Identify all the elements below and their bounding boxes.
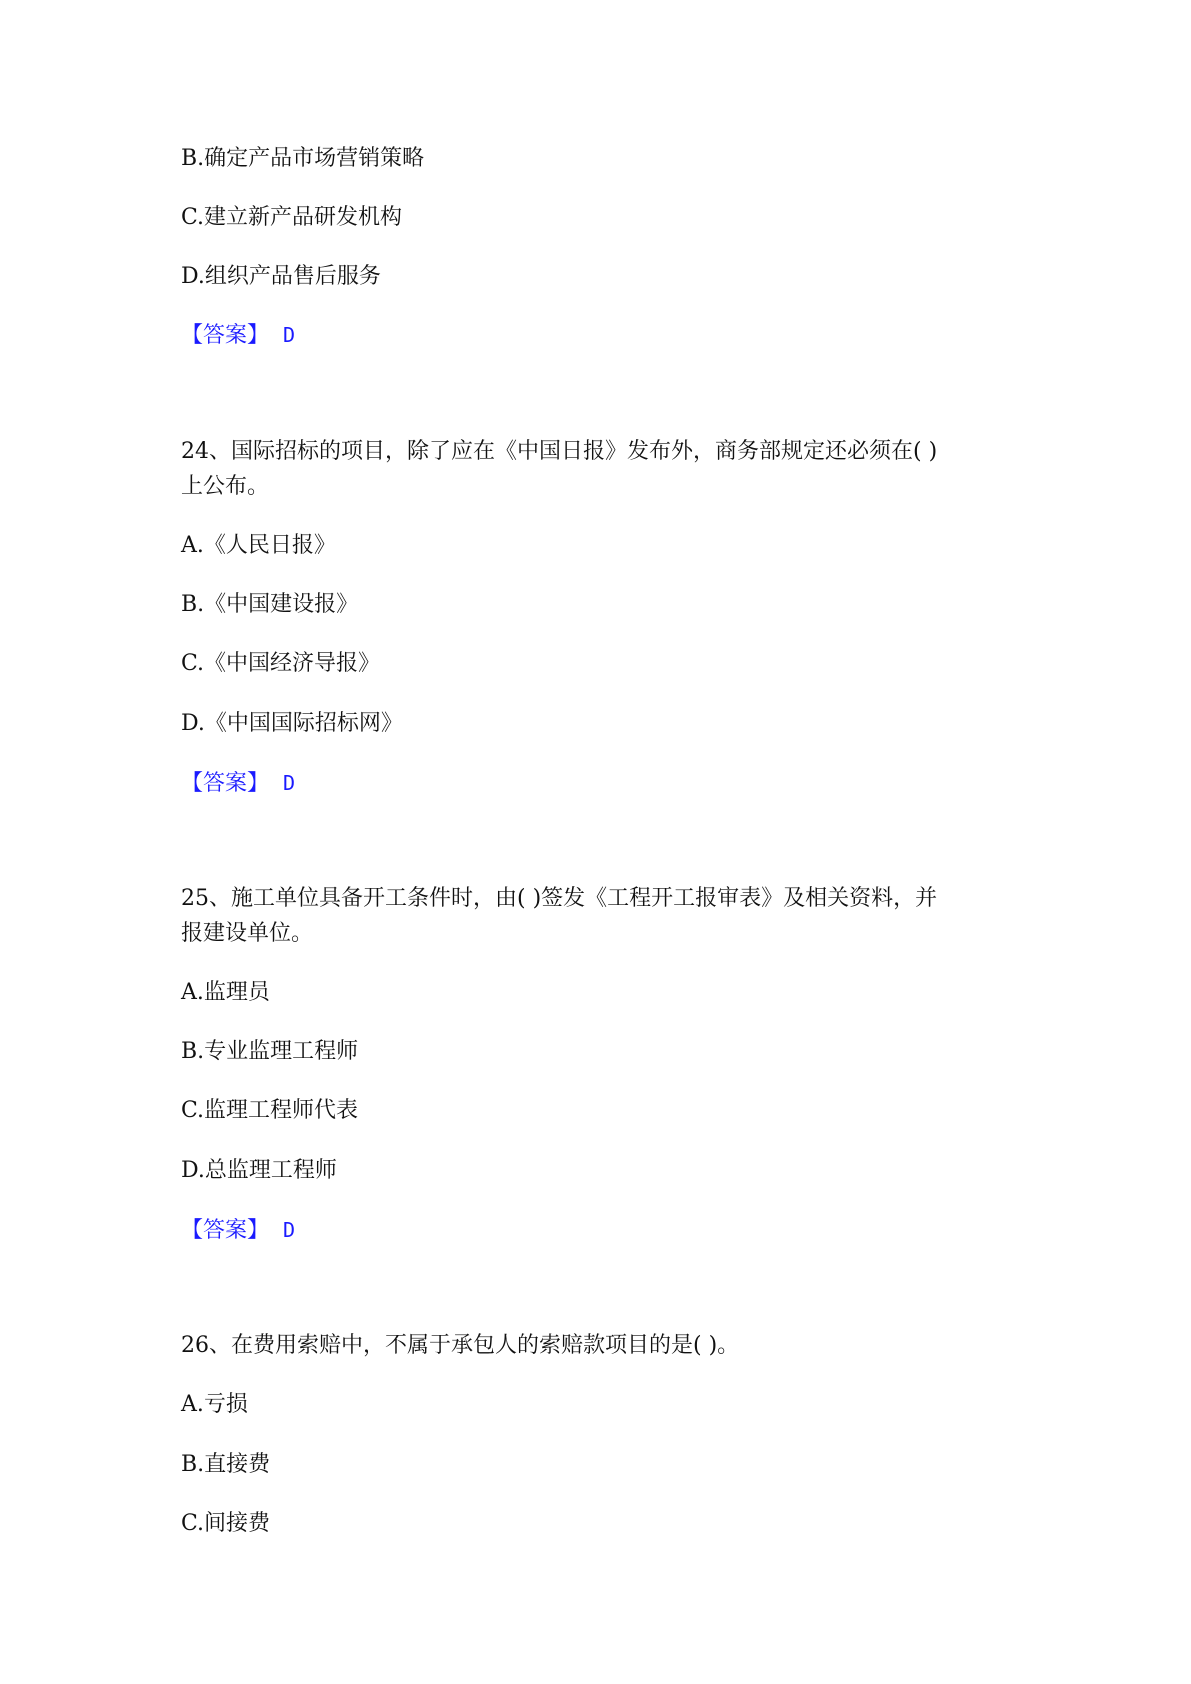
q23-option-b: B.确定产品市场营销策略 <box>181 146 425 171</box>
q25-option-a: A.监理员 <box>181 980 270 1005</box>
q24-stem-line1: 24、国际招标的项目，除了应在《中国日报》发布外，商务部规定还必须在( ) <box>181 439 938 464</box>
q24-stem-line2: 上公布。 <box>181 474 270 499</box>
q24-option-a: A.《人民日报》 <box>181 533 336 558</box>
q24-option-c: C.《中国经济导报》 <box>181 651 381 676</box>
q25-stem-line2: 报建设单位。 <box>181 921 314 946</box>
q23-answer <box>181 320 295 351</box>
answer-label: 【答案】 <box>181 771 270 796</box>
q26-option-b: B.直接费 <box>181 1452 271 1477</box>
answer-letter: D <box>283 1218 296 1242</box>
q25-option-c: C.监理工程师代表 <box>181 1098 359 1123</box>
q23-option-d: D.组织产品售后服务 <box>181 264 381 289</box>
q25-option-b: B.专业监理工程师 <box>181 1039 359 1064</box>
q24-option-b: B.《中国建设报》 <box>181 592 359 617</box>
q26-stem-line1: 26、在费用索赔中，不属于承包人的索赔款项目的是( )。 <box>181 1333 740 1358</box>
q24-option-d: D.《中国国际招标网》 <box>181 711 403 736</box>
answer-letter: D <box>283 771 296 795</box>
answer-letter: D <box>283 323 296 347</box>
q25-option-d: D.总监理工程师 <box>181 1158 337 1183</box>
answer-label: 【答案】 <box>181 323 270 348</box>
q26-option-c: C.间接费 <box>181 1511 271 1536</box>
answer-label: 【答案】 <box>181 1218 270 1243</box>
q26-option-a: A.亏损 <box>181 1392 248 1417</box>
q24-answer <box>181 768 295 799</box>
q25-answer <box>181 1215 295 1246</box>
q25-stem-line1: 25、施工单位具备开工条件时，由( )签发《工程开工报审表》及相关资料，并 <box>181 886 938 911</box>
q23-option-c: C.建立新产品研发机构 <box>181 205 403 230</box>
